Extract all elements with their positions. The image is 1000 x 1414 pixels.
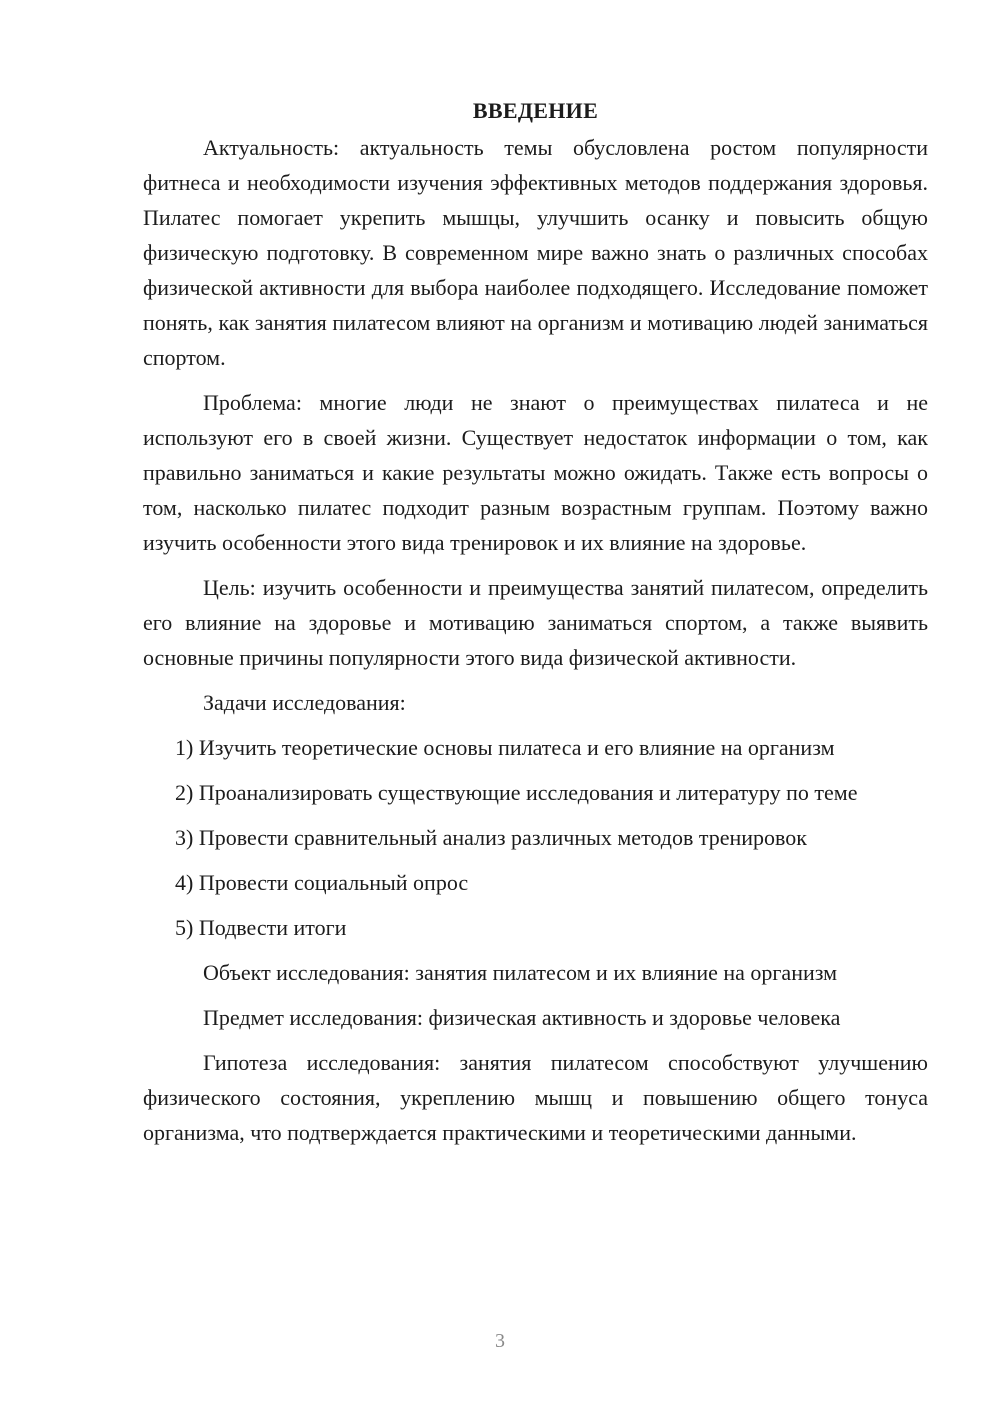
page-number: 3: [495, 1330, 505, 1352]
research-object: Объект исследования: занятия пилатесом и их влияние на организм: [203, 960, 838, 985]
task-item: 1) Изучить теоретические основы пилатеса и его влияние на организм: [175, 735, 835, 760]
task-item: 3) Провести сравнительный анализ различных методов тренировок: [175, 825, 807, 850]
task-item: 5) Подвести итоги: [175, 915, 347, 940]
problem-paragraph: Проблема: многие люди не знают о преимуществах пилатеса и не используют его в своей жизни. Существует недостаток информации о том, как правильно заниматься и какие результаты можно ожидать. Также есть вопросы о том, насколько пилатес подходит разным возрастным группам. Поэтому важно изучить особенности этого вида тренировок и их влияние на здоровье.: [143, 390, 928, 555]
tasks-heading: Задачи исследования:: [203, 690, 406, 715]
document-page: [143, 96, 928, 1150]
relevance-paragraph: Актуальность: актуальность темы обусловлена ростом популярности фитнеса и необходимости изучения эффективных методов поддержания здоровья. Пилатес помогает укрепить мышцы, улучшить осанку и повысить общую физическую подготовку. В современном мире важно знать о различных способах физической активности для выбора наиболее подходящего. Исследование поможет понять, как занятия пилатесом влияют на организм и мотивацию людей заниматься спортом.: [143, 135, 928, 370]
hypothesis-paragraph: Гипотеза исследования: занятия пилатесом способствуют улучшению физического состояния, укреплению мышц и повышению общего тонуса организма, что подтверждается практическими и теоретическими данными.: [143, 1050, 928, 1145]
research-subject: Предмет исследования: физическая активность и здоровье человека: [203, 1005, 841, 1030]
goal-paragraph: Цель: изучить особенности и преимущества занятий пилатесом, определить его влияние на здоровье и мотивацию заниматься спортом, а также выявить основные причины популярности этого вида физической активности.: [143, 575, 928, 670]
task-item: 2) Проанализировать существующие исследования и литературу по теме: [175, 780, 858, 805]
page-title: ВВЕДЕНИЕ: [472, 98, 599, 123]
task-item: 4) Провести социальный опрос: [175, 870, 469, 895]
